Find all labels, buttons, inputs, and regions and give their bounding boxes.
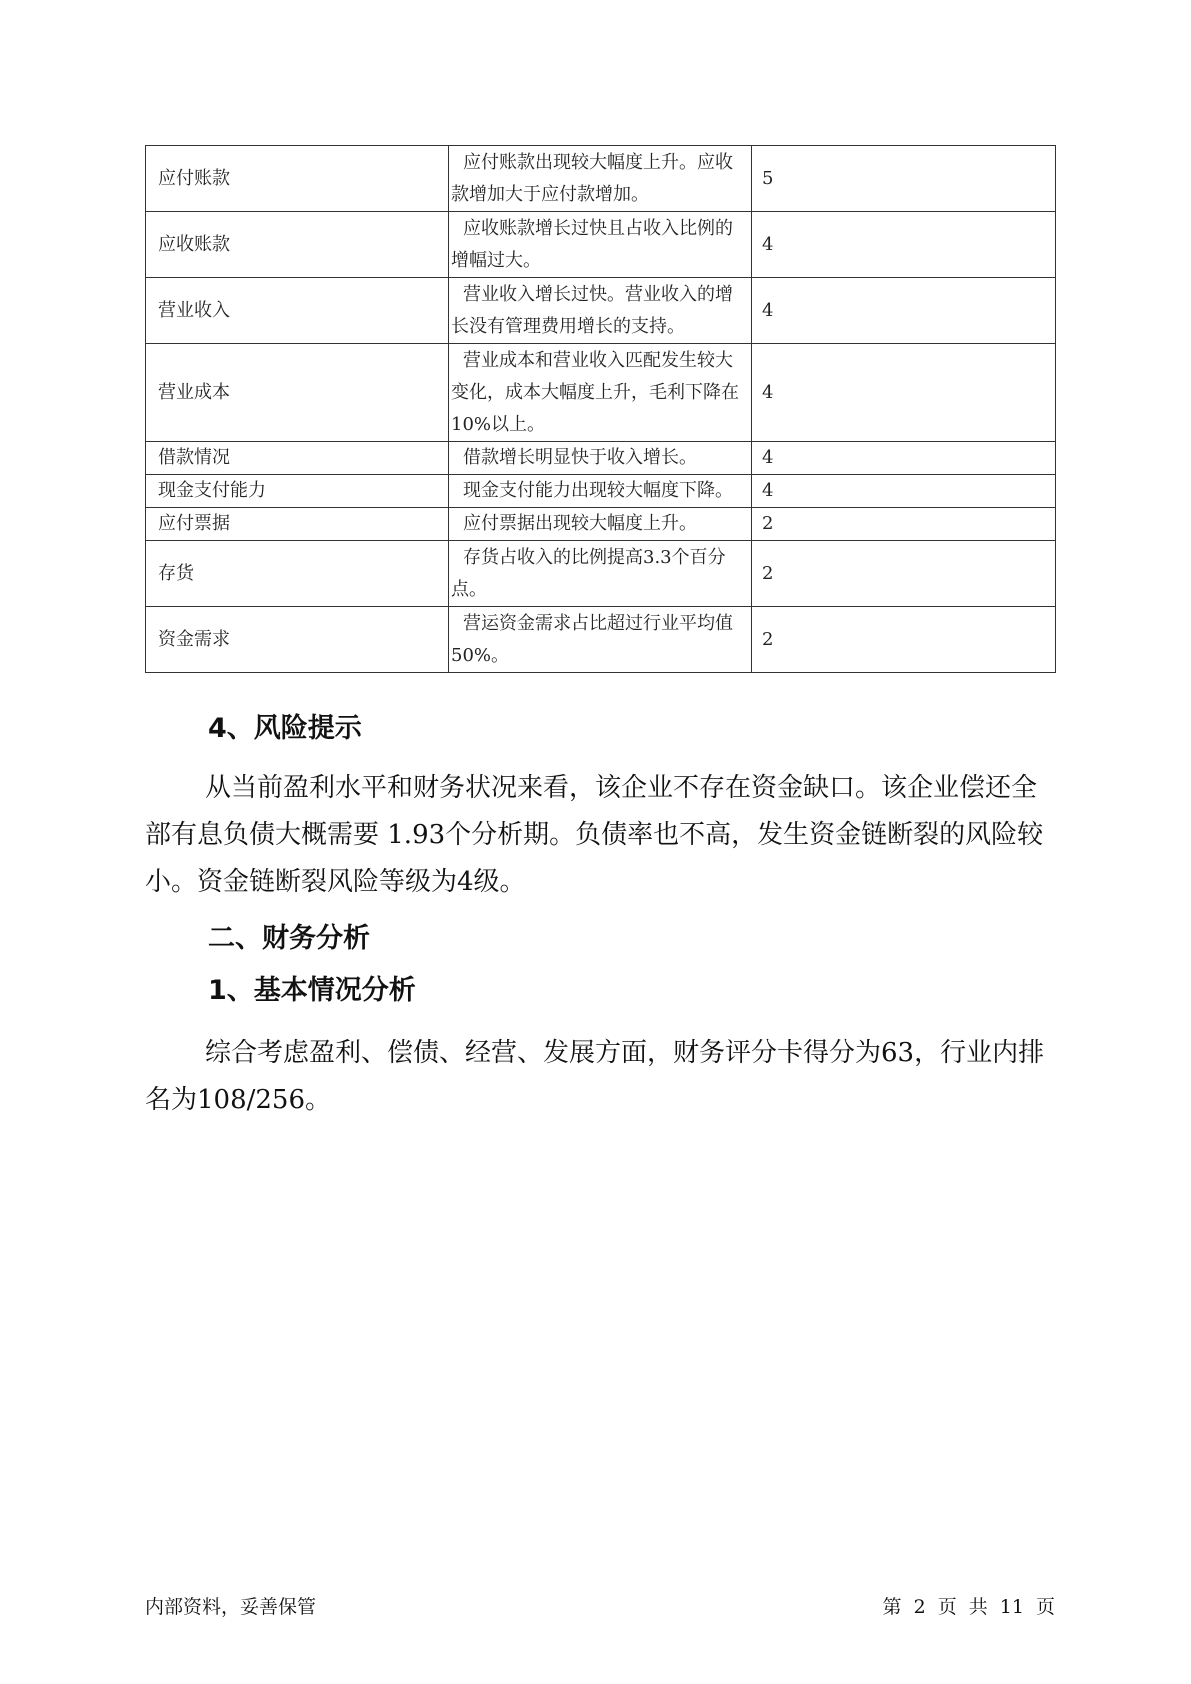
table-cell-score: 4 [752, 475, 1056, 508]
table-cell-description: 营业成本和营业收入匹配发生较大变化，成本大幅度上升，毛利下降在10%以上。 [449, 344, 752, 442]
table-row [146, 475, 1056, 508]
table-row [146, 508, 1056, 541]
table-cell-item: 资金需求 [146, 607, 449, 673]
footer-page-number: 第 2 页 共 11 页 [882, 1596, 1055, 1618]
table-cell-description: 借款增长明显快于收入增长。 [449, 442, 752, 475]
table-cell-item: 应付账款 [146, 146, 449, 212]
table-cell-description: 存货占收入的比例提高3.3个百分点。 [449, 541, 752, 607]
table-row [146, 146, 1056, 212]
basic-analysis-paragraph: 综合考虑盈利、偿债、经营、发展方面，财务评分卡得分为63，行业内排名为108/256。 [145, 1038, 1045, 1115]
table-cell-score: 4 [752, 278, 1056, 344]
table-cell-item: 应付票据 [146, 508, 449, 541]
table-cell-score: 4 [752, 212, 1056, 278]
table-cell-item: 营业成本 [146, 344, 449, 442]
table-cell-description: 应付票据出现较大幅度上升。 [449, 508, 752, 541]
basic-analysis-heading: 1、基本情况分析 [208, 975, 416, 1006]
table-row [146, 442, 1056, 475]
risk-warning-paragraph: 从当前盈利水平和财务状况来看，该企业不存在资金缺口。该企业偿还全部有息负债大概需要 1.93个分析期。负债率也不高，发生资金链断裂的风险较小。资金链断裂风险等级为4级。 [145, 773, 1044, 897]
financial-analysis-heading: 二、财务分析 [208, 923, 370, 954]
table-row [146, 607, 1056, 673]
table-row [146, 278, 1056, 344]
table-cell-description: 营运资金需求占比超过行业平均值50%。 [449, 607, 752, 673]
table-cell-score: 2 [752, 541, 1056, 607]
table-cell-item: 现金支付能力 [146, 475, 449, 508]
table-cell-description: 现金支付能力出现较大幅度下降。 [449, 475, 752, 508]
table-row [146, 541, 1056, 607]
table-cell-score: 2 [752, 508, 1056, 541]
table-cell-item: 营业收入 [146, 278, 449, 344]
risk-warning-heading: 4、风险提示 [208, 713, 362, 744]
table-cell-score: 2 [752, 607, 1056, 673]
table-cell-item: 借款情况 [146, 442, 449, 475]
risk-indicator-table [145, 145, 1056, 673]
footer-confidential-note: 内部资料，妥善保管 [145, 1596, 317, 1618]
table-cell-description: 应收账款增长过快且占收入比例的增幅过大。 [449, 212, 752, 278]
table-row [146, 344, 1056, 442]
table-cell-score: 5 [752, 146, 1056, 212]
table-cell-item: 存货 [146, 541, 449, 607]
table-cell-description: 营业收入增长过快。营业收入的增长没有管理费用增长的支持。 [449, 278, 752, 344]
table-row [146, 212, 1056, 278]
table-cell-score: 4 [752, 442, 1056, 475]
table-cell-score: 4 [752, 344, 1056, 442]
table-cell-description: 应付账款出现较大幅度上升。应收款增加大于应付款增加。 [449, 146, 752, 212]
table-cell-item: 应收账款 [146, 212, 449, 278]
